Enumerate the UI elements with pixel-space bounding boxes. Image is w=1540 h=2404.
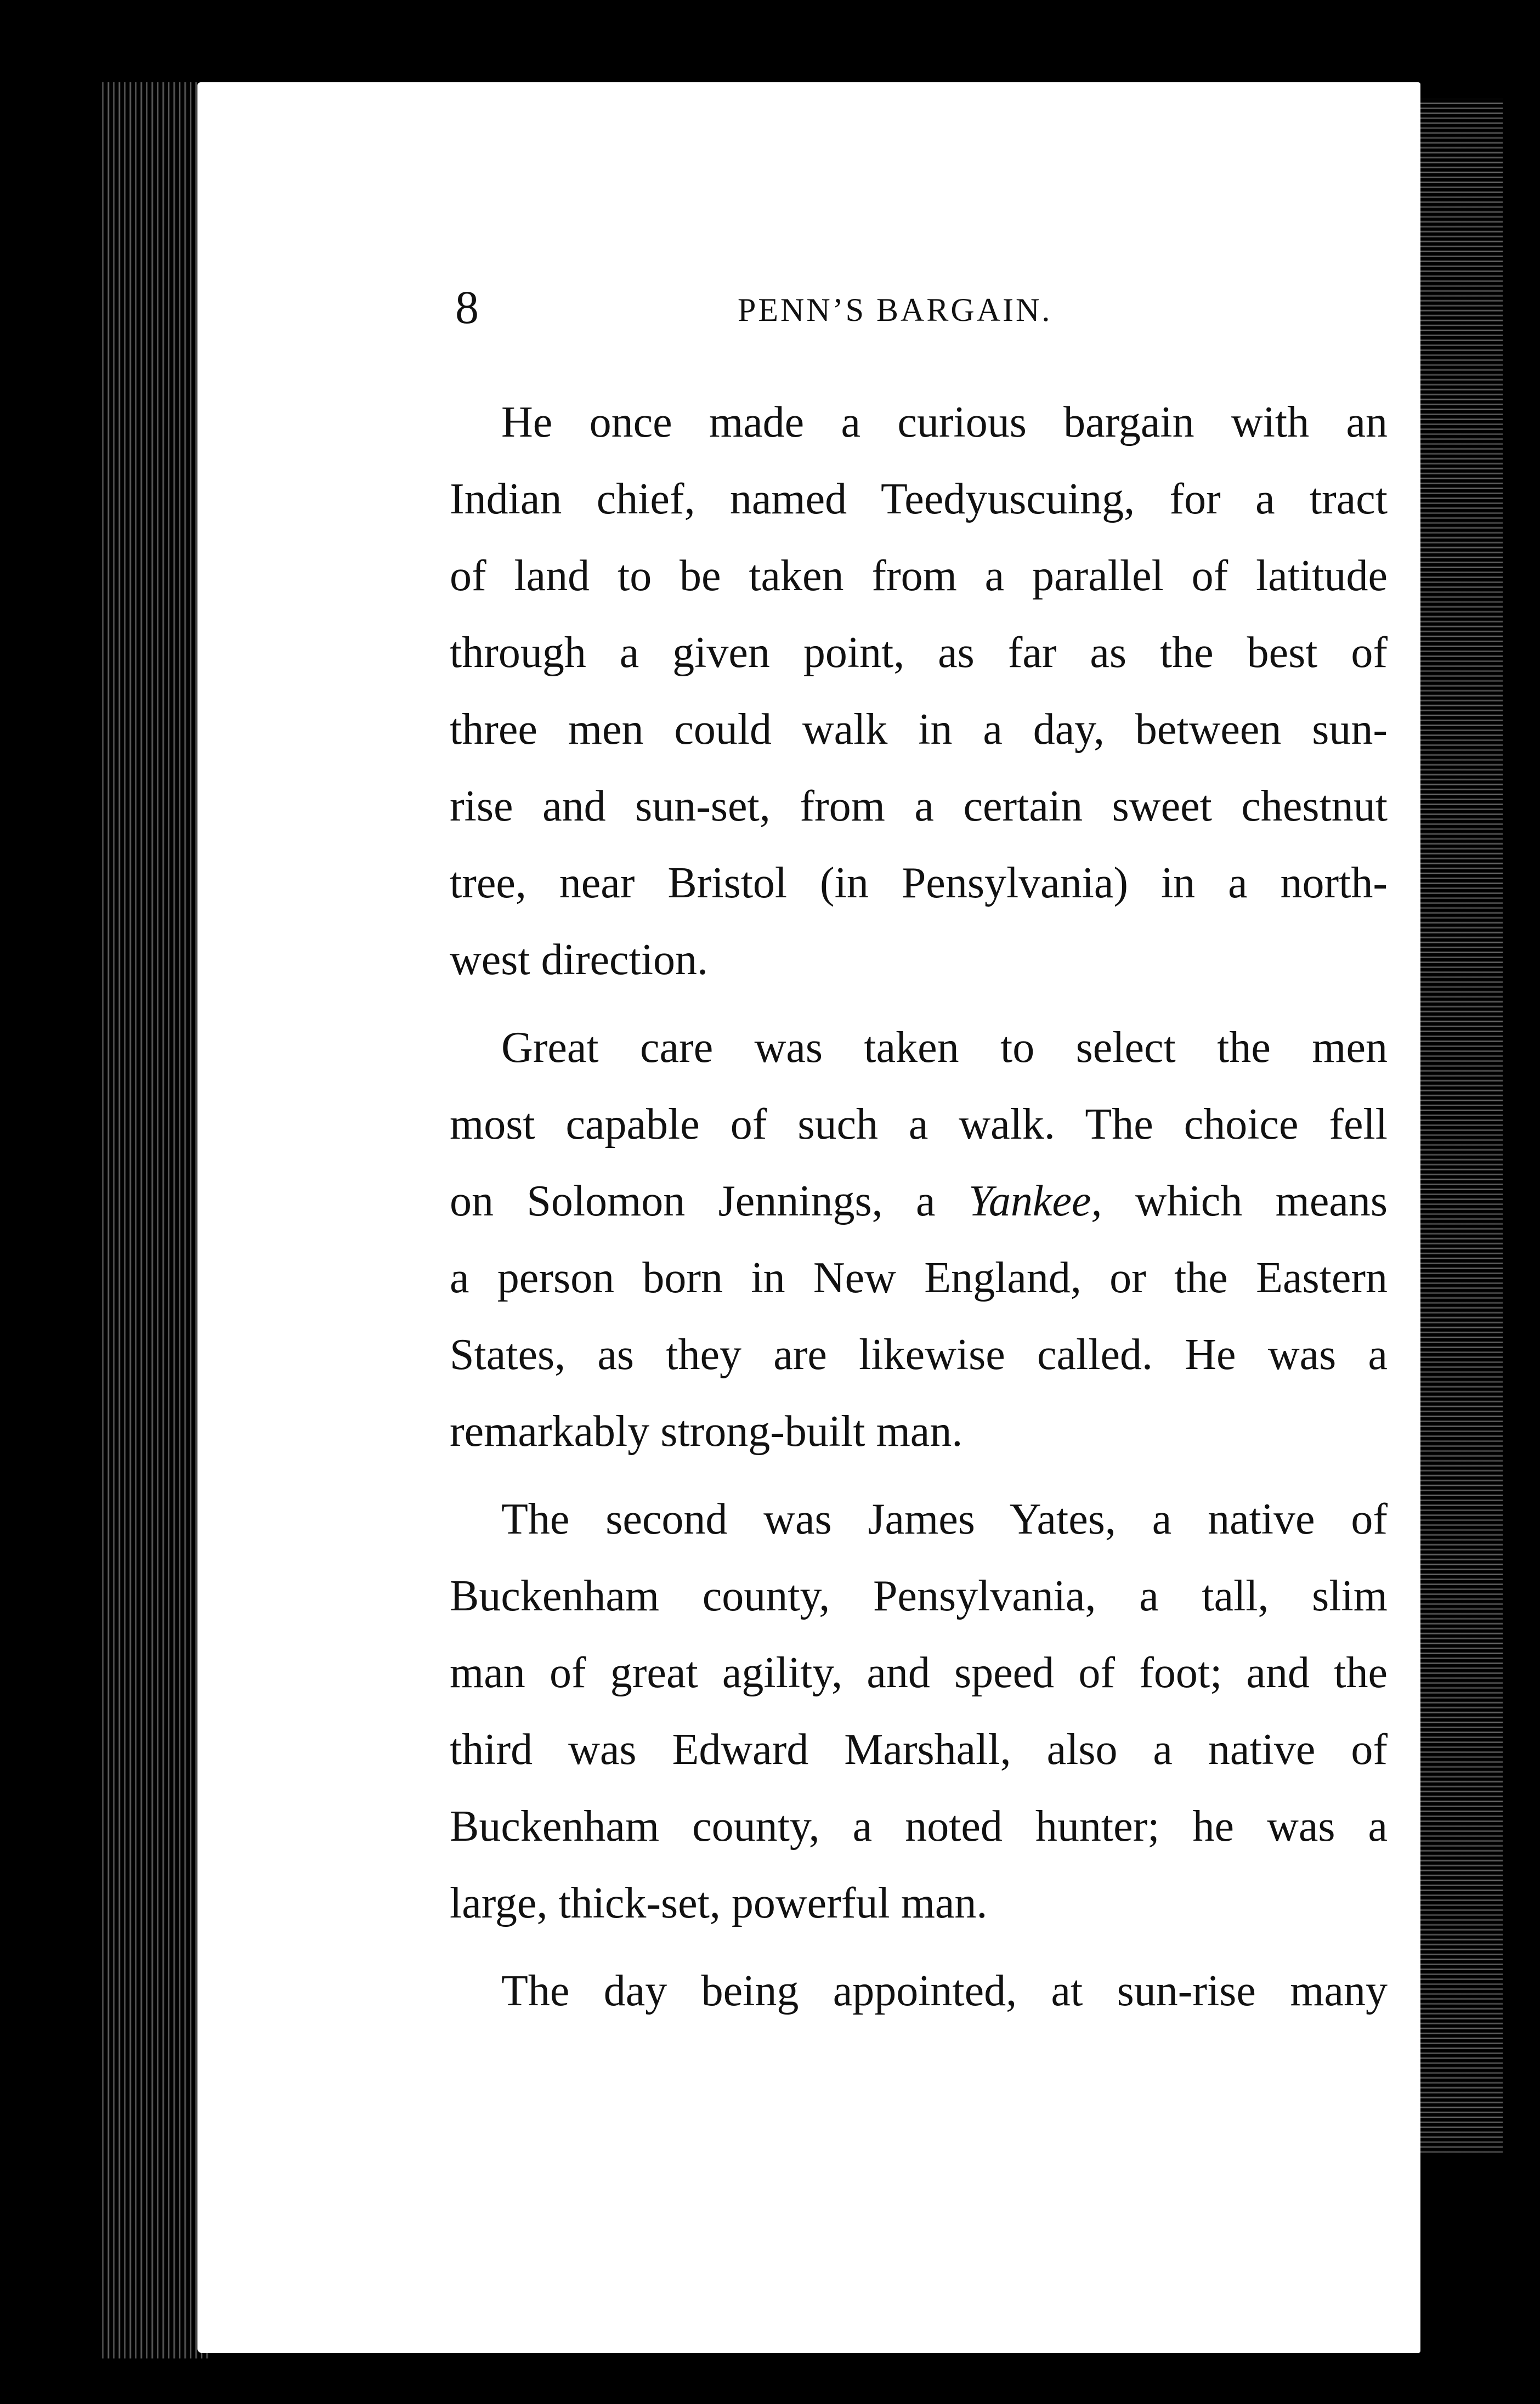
- text-line: three men could walk in a day, between sun-: [450, 705, 1388, 754]
- text-line: Indian chief, named Teedyuscuing, for a tract: [450, 475, 1388, 523]
- text-segment: on Solomon Jennings, a: [450, 1177, 969, 1225]
- text-line: of land to be taken from a parallel of latitude: [450, 552, 1388, 600]
- paragraph: [450, 1009, 1388, 1470]
- text-line: a person born in New England, or the Eastern: [450, 1254, 1388, 1302]
- text-line: most capable of such a walk. The choice fell: [450, 1100, 1388, 1149]
- text-line: rise and sun-set, from a certain sweet chestnut: [450, 782, 1388, 830]
- text-line: Buckenham county, a noted hunter; he was a: [450, 1802, 1388, 1851]
- book-spine-edge: [99, 82, 208, 2358]
- text-line-with-italic: [450, 1163, 1388, 1240]
- running-head: PENN’S BARGAIN.: [738, 292, 1052, 328]
- page-number: 8: [455, 281, 479, 333]
- text-line: remarkably strong-built man.: [450, 1407, 963, 1456]
- text-line: through a given point, as far as the best of: [450, 629, 1388, 677]
- text-line: The day being appointed, at sun-rise many: [501, 1967, 1388, 2015]
- text-line: tree, near Bristol (in Pensylvania) in a north-: [450, 859, 1388, 907]
- text-line: States, as they are likewise called. He was a: [450, 1331, 1388, 1379]
- text-line: man of great agility, and speed of foot; and the: [450, 1649, 1388, 1697]
- paragraph: [450, 1481, 1388, 1942]
- page-header: [258, 277, 1113, 337]
- text-line: He once made a curious bargain with an: [501, 398, 1388, 446]
- text-line: large, thick-set, powerful man.: [450, 1879, 988, 1927]
- paragraph: [450, 384, 1388, 998]
- text-segment: which means: [1102, 1177, 1388, 1225]
- body-text: [450, 384, 1388, 2029]
- text-line: Great care was taken to select the men: [501, 1023, 1388, 1072]
- paragraph: [450, 1953, 1388, 2029]
- page-fore-edge: [1420, 99, 1503, 2156]
- text-line: The second was James Yates, a native of: [501, 1495, 1388, 1543]
- italic-word: Yankee,: [968, 1177, 1102, 1225]
- text-line: third was Edward Marshall, also a native of: [450, 1726, 1388, 1774]
- text-line: west direction.: [450, 936, 708, 984]
- text-line: Buckenham county, Pensylvania, a tall, slim: [450, 1572, 1388, 1620]
